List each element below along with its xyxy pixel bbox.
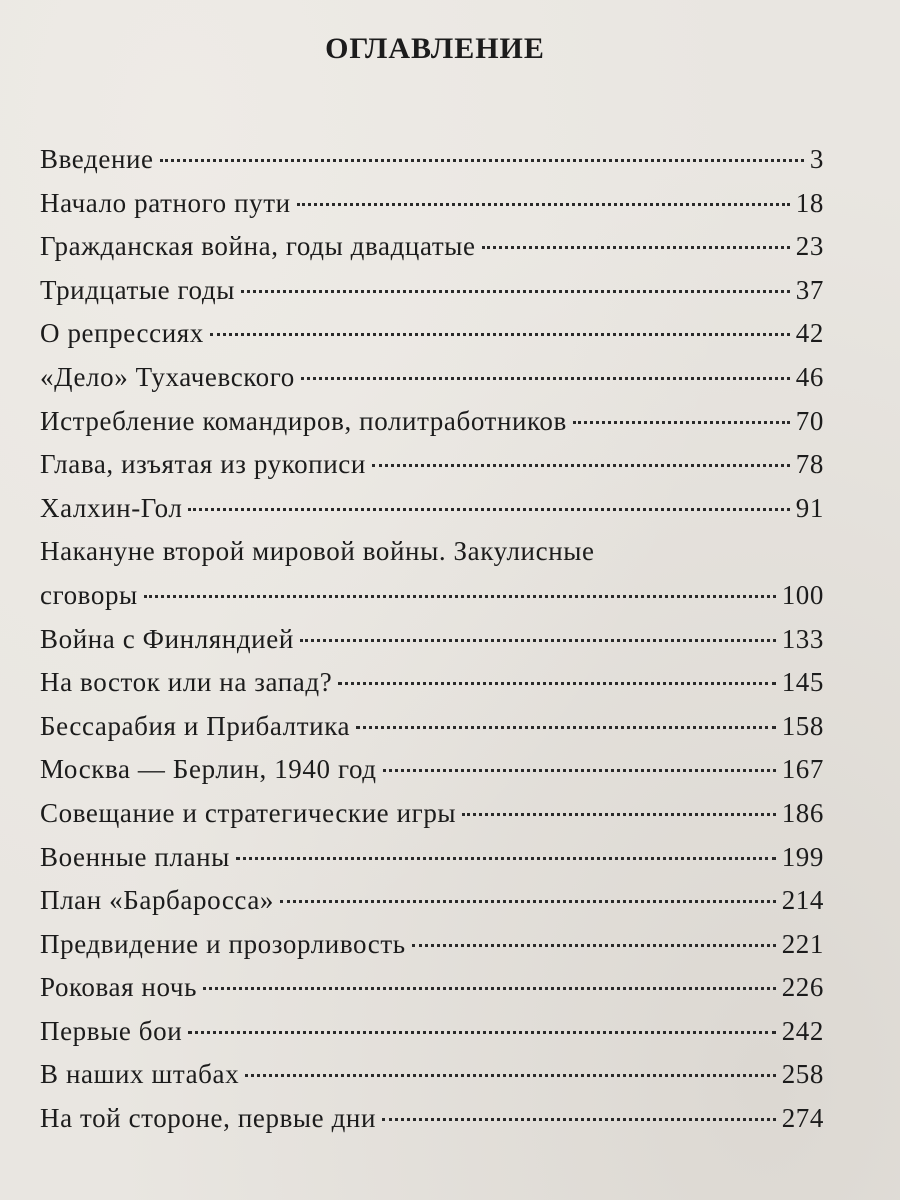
toc-entry-title: «Дело» Тухачевского (40, 361, 295, 392)
toc-page-number: 158 (781, 710, 824, 741)
dot-leader (160, 159, 804, 162)
dot-leader (236, 857, 776, 860)
toc-entry-title: Первые бои (40, 1015, 183, 1046)
toc-page-number: 214 (781, 885, 824, 916)
dot-leader (573, 421, 790, 424)
toc-entry-title: На восток или на запад? (40, 667, 333, 698)
toc-entry (40, 188, 824, 232)
dot-leader (280, 900, 776, 903)
toc-page-number: 91 (795, 492, 824, 523)
toc-entry-title: Совещание и стратегические игры (40, 797, 457, 828)
toc-page-number: 221 (781, 928, 824, 959)
toc-entry (40, 406, 824, 450)
table-of-contents (40, 144, 824, 1147)
toc-entry (40, 1103, 824, 1147)
dot-leader (203, 987, 776, 990)
toc-page-number: 226 (781, 972, 824, 1003)
toc-entry (40, 842, 824, 886)
toc-page-number: 258 (781, 1059, 824, 1090)
toc-entry (40, 1016, 824, 1060)
dot-leader (382, 1118, 776, 1121)
toc-entry-title-continuation: сговоры (40, 579, 138, 610)
toc-entry-title: Москва — Берлин, 1940 год (40, 754, 377, 785)
toc-page-number: 167 (781, 754, 824, 785)
toc-page-number: 3 (809, 144, 824, 174)
toc-entry (40, 144, 824, 188)
toc-page-number: 78 (795, 449, 824, 480)
toc-entry-heading-line (40, 536, 824, 580)
toc-entry (40, 493, 824, 537)
toc-page-number: 242 (781, 1015, 824, 1046)
toc-entry-title: На той стороне, первые дни (40, 1103, 377, 1134)
toc-entry-title: Начало ратного пути (40, 187, 291, 218)
toc-entry-title: Война с Финляндией (40, 623, 294, 654)
page-title: ОГЛАВЛЕНИЕ (325, 32, 545, 65)
toc-page-number: 274 (781, 1103, 824, 1134)
toc-entry (40, 1059, 824, 1103)
dot-leader (338, 682, 775, 685)
dot-leader (297, 203, 790, 206)
toc-entry-title: Гражданская война, годы двадцатые (40, 231, 476, 262)
toc-page-number: 18 (795, 187, 824, 218)
dot-leader (241, 290, 790, 293)
toc-page-number: 23 (795, 231, 824, 262)
toc-entry-title: О репрессиях (40, 318, 204, 349)
dot-leader (245, 1074, 775, 1077)
toc-page-number: 46 (795, 361, 824, 392)
toc-entry-title: План «Барбаросса» (40, 885, 275, 916)
toc-entry (40, 885, 824, 929)
toc-page-number: 145 (781, 667, 824, 698)
dot-leader (210, 333, 790, 336)
toc-page-number: 70 (795, 405, 824, 436)
toc-page-number: 199 (781, 841, 824, 872)
toc-entry-title: Накануне второй мировой войны. Закулисные (40, 536, 595, 567)
toc-entry (40, 624, 824, 668)
toc-entry-title: Тридцатые годы (40, 274, 235, 305)
dot-leader (188, 508, 789, 511)
toc-page-number: 186 (781, 797, 824, 828)
toc-entry (40, 798, 824, 842)
toc-entry (40, 929, 824, 973)
toc-entry-title: Бессарабия и Прибалтика (40, 710, 351, 741)
dot-leader (188, 1031, 775, 1034)
toc-entry (40, 711, 824, 755)
toc-entry-title: Истребление командиров, политработников (40, 405, 567, 436)
toc-entry-title: Предвидение и прозорливость (40, 928, 406, 959)
dot-leader (372, 464, 790, 467)
toc-page-number: 37 (795, 274, 824, 305)
dot-leader (356, 726, 776, 729)
toc-entry (40, 972, 824, 1016)
dot-leader (383, 769, 776, 772)
toc-entry (40, 449, 824, 493)
toc-entry (40, 362, 824, 406)
toc-entry-title: Глава, изъятая из рукописи (40, 449, 366, 480)
toc-entry-title: В наших штабах (40, 1059, 240, 1090)
dot-leader (412, 944, 776, 947)
toc-entry (40, 318, 824, 362)
dot-leader (144, 595, 776, 598)
dot-leader (301, 377, 790, 380)
toc-entry (40, 667, 824, 711)
toc-entry (40, 231, 824, 275)
toc-entry-title: Халхин-Гол (40, 492, 183, 523)
toc-entry (40, 754, 824, 798)
toc-entry-title: Военные планы (40, 841, 230, 872)
dot-leader (462, 813, 776, 816)
toc-page-number: 133 (781, 623, 824, 654)
toc-entry (40, 275, 824, 319)
toc-entry (40, 580, 824, 624)
toc-entry-title: Введение (40, 144, 154, 174)
dot-leader (300, 639, 776, 642)
toc-entry-title: Роковая ночь (40, 972, 197, 1003)
toc-page-number: 42 (795, 318, 824, 349)
toc-page-number: 100 (781, 579, 824, 610)
dot-leader (482, 246, 790, 249)
